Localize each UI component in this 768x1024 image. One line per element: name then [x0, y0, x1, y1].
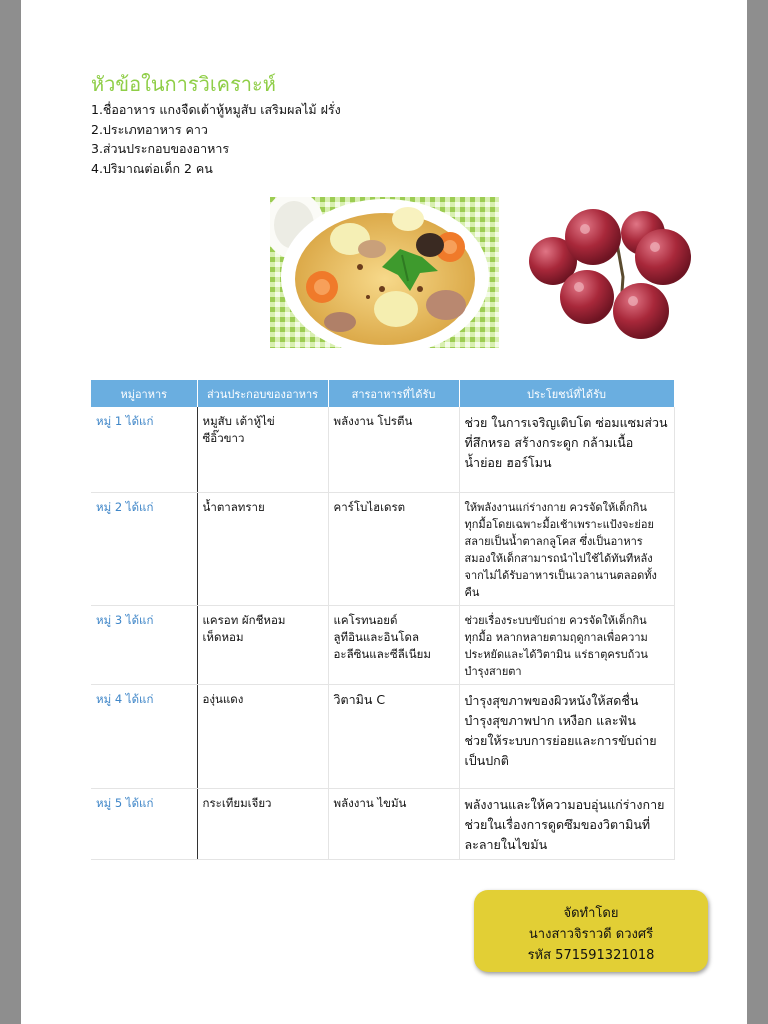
- food-group-cell: หมู่ 5 ได้แก่: [91, 788, 197, 859]
- ingredients-cell: น้ำตาลทราย: [197, 492, 328, 605]
- table-row: [91, 492, 674, 605]
- table-header-row: [91, 380, 674, 407]
- topic-list: [91, 100, 341, 178]
- nutrition-table: [91, 380, 675, 860]
- author-name: นางสาวจิราวดี ดวงศรี: [528, 927, 654, 942]
- benefits-cell: พลังงานและให้ความอบอุ่นแก่ร่างกาย ช่วยในเรื่องการดูดซึมของวิตามินที่ ละลายในไขมัน: [459, 788, 674, 859]
- page-title: หัวข้อในการวิเคราะห์: [91, 72, 276, 96]
- header-ingredients: ส่วนประกอบของอาหาร: [197, 380, 328, 407]
- table-row: [91, 605, 674, 684]
- ingredients-cell: แครอท ผักชีหอม เห็ดหอม: [197, 605, 328, 684]
- grapes-photo: [517, 197, 718, 348]
- ingredients-cell: องุ่นแดง: [197, 684, 328, 788]
- document-page: [21, 0, 747, 1024]
- food-group-cell: หมู่ 4 ได้แก่: [91, 684, 197, 788]
- topic-item: 4.ปริมาณต่อเด็ก 2 คน: [91, 160, 213, 176]
- nutrients-cell: พลังงาน ไขมัน: [328, 788, 459, 859]
- topic-item: 3.ส่วนประกอบของอาหาร: [91, 141, 230, 156]
- soup-photo: [270, 197, 499, 348]
- table-row: [91, 407, 674, 492]
- benefits-cell: ช่วยเรื่องระบบขับถ่าย ควรจัดให้เด็กกิน ทุกมื้อ หลากหลายตามฤดูกาลเพื่อความ ประหยัดและได้วิตามิน แร่ธาตุครบถ้วน บำรุงสายตา: [459, 605, 674, 684]
- credit-label: จัดทำโดย: [563, 906, 619, 921]
- table-row: [91, 788, 674, 859]
- table-row: [91, 684, 674, 788]
- nutrients-cell: วิตามิน C: [328, 684, 459, 788]
- ingredients-cell: หมูสับ เต้าหู้ไข่ ซีอิ๊วขาว: [197, 407, 328, 492]
- author-credit-box: [474, 890, 708, 972]
- benefits-cell: ให้พลังงานแก่ร่างกาย ควรจัดให้เด็กกิน ทุกมื้อโดยเฉพาะมื้อเช้าเพราะแป้งจะย่อย สลายเป็นน้ำตาลกลูโคส ซึ่งเป็นอาหาร สมองให้เด็กสามารถนำไปใช้ได้ทันทีหลัง จากไม่ได้รับอาหารเป็นเวลานานตลอดทั้ง คืน: [459, 492, 674, 605]
- nutrients-cell: คาร์โบไฮเดรต: [328, 492, 459, 605]
- header-nutrients: สารอาหารที่ได้รับ: [328, 380, 459, 407]
- food-group-cell: หมู่ 3 ได้แก่: [91, 605, 197, 684]
- benefits-cell: ช่วย ในการเจริญเติบโต ซ่อมแซมส่วน ที่สึกหรอ สร้างกระดูก กล้ามเนื้อ น้ำย่อย ฮอร์โมน: [459, 407, 674, 492]
- header-benefits: ประโยชน์ที่ได้รับ: [459, 380, 674, 407]
- topic-item: 1.ชื่ออาหาร แกงจืดเต้าหู้หมูสับ เสริมผลไม้ ฝรั่ง: [91, 102, 341, 117]
- food-group-cell: หมู่ 1 ได้แก่: [91, 407, 197, 492]
- topic-item: 2.ประเภทอาหาร คาว: [91, 121, 208, 137]
- ingredients-cell: กระเทียมเจียว: [197, 788, 328, 859]
- student-id: รหัส 571591321018: [527, 948, 655, 963]
- food-group-cell: หมู่ 2 ได้แก่: [91, 492, 197, 605]
- header-food-group: หมู่อาหาร: [91, 380, 197, 407]
- nutrients-cell: พลังงาน โปรตีน: [328, 407, 459, 492]
- benefits-cell: บำรุงสุขภาพของผิวหนังให้สดชื่น บำรุงสุขภาพปาก เหงือก และฟัน ช่วยให้ระบบการย่อยและการขับถ่าย เป็นปกติ: [459, 684, 674, 788]
- nutrients-cell: แคโรทนอยด์ ลูทีอินและอินโดล อะลีซินและซีลีเนียม: [328, 605, 459, 684]
